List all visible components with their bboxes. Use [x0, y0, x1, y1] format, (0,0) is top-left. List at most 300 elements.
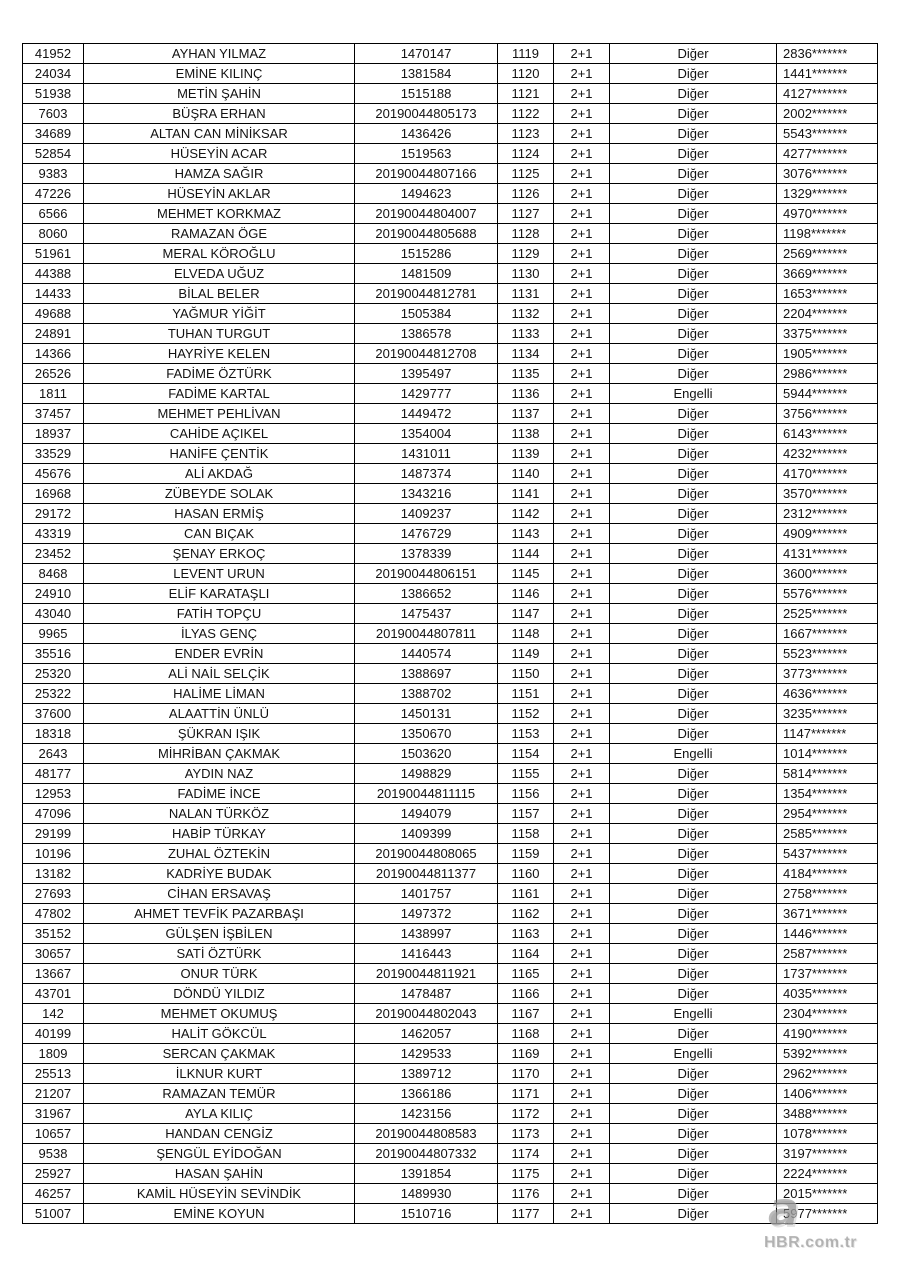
cell-masked-id-no: 5576*******: [777, 584, 878, 604]
cell-masked-id-no: 4232*******: [777, 444, 878, 464]
cell-category: Diğer: [610, 304, 777, 324]
table-row: [23, 1004, 878, 1024]
cell-masked-id-no: 2304*******: [777, 1004, 878, 1024]
cell-room-type: 2+1: [554, 644, 610, 664]
cell-application-no: 21207: [23, 1084, 84, 1104]
cell-rank-no: 1165: [498, 964, 554, 984]
cell-category: Diğer: [610, 1024, 777, 1044]
cell-reference-no: 1487374: [355, 464, 498, 484]
table-row: [23, 564, 878, 584]
table-row: [23, 484, 878, 504]
cell-masked-id-no: 3235*******: [777, 704, 878, 724]
cell-rank-no: 1177: [498, 1204, 554, 1224]
table-row: [23, 144, 878, 164]
cell-room-type: 2+1: [554, 124, 610, 144]
cell-room-type: 2+1: [554, 564, 610, 584]
cell-category: Diğer: [610, 204, 777, 224]
cell-rank-no: 1134: [498, 344, 554, 364]
cell-room-type: 2+1: [554, 444, 610, 464]
cell-category: Diğer: [610, 784, 777, 804]
cell-room-type: 2+1: [554, 1004, 610, 1024]
table-row: [23, 584, 878, 604]
cell-reference-no: 1386578: [355, 324, 498, 344]
table-row: [23, 924, 878, 944]
cell-reference-no: 1388697: [355, 664, 498, 684]
table-row: [23, 1104, 878, 1124]
cell-rank-no: 1142: [498, 504, 554, 524]
cell-rank-no: 1131: [498, 284, 554, 304]
cell-rank-no: 1154: [498, 744, 554, 764]
cell-full-name: ONUR TÜRK: [84, 964, 355, 984]
cell-category: Diğer: [610, 944, 777, 964]
table-row: [23, 1144, 878, 1164]
cell-category: Diğer: [610, 704, 777, 724]
table-row: [23, 64, 878, 84]
cell-full-name: KAMİL HÜSEYİN SEVİNDİK: [84, 1184, 355, 1204]
table-row: [23, 1084, 878, 1104]
cell-room-type: 2+1: [554, 624, 610, 644]
cell-application-no: 29172: [23, 504, 84, 524]
cell-full-name: ALİ NAİL SELÇİK: [84, 664, 355, 684]
cell-full-name: EMİNE KOYUN: [84, 1204, 355, 1224]
cell-room-type: 2+1: [554, 1064, 610, 1084]
cell-room-type: 2+1: [554, 844, 610, 864]
cell-category: Diğer: [610, 924, 777, 944]
cell-category: Diğer: [610, 184, 777, 204]
cell-category: Diğer: [610, 264, 777, 284]
cell-room-type: 2+1: [554, 484, 610, 504]
cell-rank-no: 1141: [498, 484, 554, 504]
table-row: [23, 724, 878, 744]
cell-reference-no: 1494623: [355, 184, 498, 204]
cell-category: Diğer: [610, 504, 777, 524]
cell-category: Diğer: [610, 544, 777, 564]
cell-application-no: 142: [23, 1004, 84, 1024]
cell-category: Diğer: [610, 444, 777, 464]
cell-masked-id-no: 1446*******: [777, 924, 878, 944]
cell-category: Diğer: [610, 844, 777, 864]
cell-rank-no: 1124: [498, 144, 554, 164]
table-row: [23, 1044, 878, 1064]
cell-masked-id-no: 2758*******: [777, 884, 878, 904]
cell-rank-no: 1153: [498, 724, 554, 744]
cell-full-name: HASAN ERMİŞ: [84, 504, 355, 524]
cell-full-name: ŞENAY ERKOÇ: [84, 544, 355, 564]
cell-application-no: 30657: [23, 944, 84, 964]
cell-category: Diğer: [610, 904, 777, 924]
table-row: [23, 344, 878, 364]
cell-reference-no: 20190044805688: [355, 224, 498, 244]
cell-masked-id-no: 1078*******: [777, 1124, 878, 1144]
cell-full-name: AYLA KILIÇ: [84, 1104, 355, 1124]
cell-category: Diğer: [610, 964, 777, 984]
cell-full-name: ELİF KARATAŞLI: [84, 584, 355, 604]
cell-rank-no: 1150: [498, 664, 554, 684]
cell-masked-id-no: 1441*******: [777, 64, 878, 84]
cell-category: Diğer: [610, 84, 777, 104]
cell-room-type: 2+1: [554, 724, 610, 744]
cell-full-name: NALAN TÜRKÖZ: [84, 804, 355, 824]
cell-reference-no: 20190044807166: [355, 164, 498, 184]
cell-room-type: 2+1: [554, 824, 610, 844]
table-row: [23, 684, 878, 704]
cell-room-type: 2+1: [554, 264, 610, 284]
cell-category: Engelli: [610, 744, 777, 764]
cell-masked-id-no: 3773*******: [777, 664, 878, 684]
cell-reference-no: 20190044808065: [355, 844, 498, 864]
cell-application-no: 12953: [23, 784, 84, 804]
cell-rank-no: 1149: [498, 644, 554, 664]
cell-rank-no: 1156: [498, 784, 554, 804]
cell-rank-no: 1175: [498, 1164, 554, 1184]
table-row: [23, 464, 878, 484]
cell-rank-no: 1168: [498, 1024, 554, 1044]
cell-rank-no: 1159: [498, 844, 554, 864]
cell-masked-id-no: 5392*******: [777, 1044, 878, 1064]
cell-masked-id-no: 2002*******: [777, 104, 878, 124]
cell-application-no: 47226: [23, 184, 84, 204]
cell-category: Diğer: [610, 364, 777, 384]
cell-full-name: LEVENT URUN: [84, 564, 355, 584]
cell-full-name: MEHMET PEHLİVAN: [84, 404, 355, 424]
cell-reference-no: 20190044808583: [355, 1124, 498, 1144]
cell-application-no: 7603: [23, 104, 84, 124]
cell-full-name: HÜSEYİN ACAR: [84, 144, 355, 164]
table-row: [23, 704, 878, 724]
cell-category: Diğer: [610, 804, 777, 824]
cell-application-no: 25320: [23, 664, 84, 684]
cell-reference-no: 1449472: [355, 404, 498, 424]
cell-full-name: YAĞMUR YİĞİT: [84, 304, 355, 324]
cell-full-name: HALİME LİMAN: [84, 684, 355, 704]
cell-application-no: 31967: [23, 1104, 84, 1124]
cell-rank-no: 1135: [498, 364, 554, 384]
cell-full-name: BÜŞRA ERHAN: [84, 104, 355, 124]
cell-rank-no: 1173: [498, 1124, 554, 1144]
cell-full-name: CAHİDE AÇIKEL: [84, 424, 355, 444]
cell-category: Diğer: [610, 424, 777, 444]
cell-reference-no: 1431011: [355, 444, 498, 464]
cell-full-name: MEHMET OKUMUŞ: [84, 1004, 355, 1024]
cell-reference-no: 20190044802043: [355, 1004, 498, 1024]
cell-room-type: 2+1: [554, 424, 610, 444]
cell-room-type: 2+1: [554, 1124, 610, 1144]
cell-full-name: FATİH TOPÇU: [84, 604, 355, 624]
cell-masked-id-no: 2962*******: [777, 1064, 878, 1084]
cell-rank-no: 1163: [498, 924, 554, 944]
cell-masked-id-no: 2954*******: [777, 804, 878, 824]
cell-category: Diğer: [610, 1164, 777, 1184]
cell-full-name: HASAN ŞAHİN: [84, 1164, 355, 1184]
cell-application-no: 25927: [23, 1164, 84, 1184]
table-row: [23, 364, 878, 384]
table-row: [23, 744, 878, 764]
cell-rank-no: 1174: [498, 1144, 554, 1164]
cell-rank-no: 1146: [498, 584, 554, 604]
table-row: [23, 324, 878, 344]
cell-room-type: 2+1: [554, 384, 610, 404]
cell-masked-id-no: 3488*******: [777, 1104, 878, 1124]
cell-masked-id-no: 4127*******: [777, 84, 878, 104]
cell-masked-id-no: 1329*******: [777, 184, 878, 204]
table-row: [23, 544, 878, 564]
cell-masked-id-no: 3671*******: [777, 904, 878, 924]
cell-rank-no: 1148: [498, 624, 554, 644]
cell-room-type: 2+1: [554, 584, 610, 604]
table-row: [23, 164, 878, 184]
cell-application-no: 14366: [23, 344, 84, 364]
cell-reference-no: 20190044805173: [355, 104, 498, 124]
cell-full-name: ALAATTİN ÜNLÜ: [84, 704, 355, 724]
cell-reference-no: 1475437: [355, 604, 498, 624]
cell-application-no: 24910: [23, 584, 84, 604]
cell-rank-no: 1126: [498, 184, 554, 204]
cell-reference-no: 1381584: [355, 64, 498, 84]
cell-reference-no: 20190044807332: [355, 1144, 498, 1164]
cell-masked-id-no: 1147*******: [777, 724, 878, 744]
table-row: [23, 1064, 878, 1084]
cell-reference-no: 1494079: [355, 804, 498, 824]
cell-masked-id-no: 2587*******: [777, 944, 878, 964]
cell-room-type: 2+1: [554, 604, 610, 624]
watermark-text: HBR.com.tr: [764, 1234, 858, 1251]
cell-rank-no: 1162: [498, 904, 554, 924]
cell-masked-id-no: 3756*******: [777, 404, 878, 424]
cell-reference-no: 1515188: [355, 84, 498, 104]
table-row: [23, 524, 878, 544]
cell-reference-no: 1378339: [355, 544, 498, 564]
cell-reference-no: 1489930: [355, 1184, 498, 1204]
cell-application-no: 35516: [23, 644, 84, 664]
cell-reference-no: 1519563: [355, 144, 498, 164]
cell-room-type: 2+1: [554, 764, 610, 784]
cell-application-no: 37600: [23, 704, 84, 724]
cell-full-name: RAMAZAN ÖGE: [84, 224, 355, 244]
cell-reference-no: 1438997: [355, 924, 498, 944]
cell-full-name: FADİME İNCE: [84, 784, 355, 804]
cell-room-type: 2+1: [554, 364, 610, 384]
cell-reference-no: 20190044811115: [355, 784, 498, 804]
cell-reference-no: 1391854: [355, 1164, 498, 1184]
cell-masked-id-no: 4277*******: [777, 144, 878, 164]
cell-masked-id-no: 5814*******: [777, 764, 878, 784]
cell-full-name: TUHAN TURGUT: [84, 324, 355, 344]
table-row: [23, 44, 878, 64]
cell-masked-id-no: 4909*******: [777, 524, 878, 544]
table-row: [23, 104, 878, 124]
cell-application-no: 10196: [23, 844, 84, 864]
cell-rank-no: 1122: [498, 104, 554, 124]
cell-room-type: 2+1: [554, 224, 610, 244]
cell-reference-no: 1395497: [355, 364, 498, 384]
table-row: [23, 384, 878, 404]
cell-application-no: 51007: [23, 1204, 84, 1224]
cell-category: Diğer: [610, 484, 777, 504]
cell-application-no: 37457: [23, 404, 84, 424]
cell-full-name: HAMZA SAĞIR: [84, 164, 355, 184]
cell-category: Diğer: [610, 224, 777, 244]
cell-category: Diğer: [610, 64, 777, 84]
cell-rank-no: 1147: [498, 604, 554, 624]
cell-category: Diğer: [610, 1144, 777, 1164]
cell-application-no: 47802: [23, 904, 84, 924]
table-row: [23, 784, 878, 804]
cell-category: Diğer: [610, 764, 777, 784]
cell-full-name: ZUHAL ÖZTEKİN: [84, 844, 355, 864]
cell-application-no: 41952: [23, 44, 84, 64]
cell-category: Diğer: [610, 464, 777, 484]
cell-reference-no: 1366186: [355, 1084, 498, 1104]
cell-reference-no: 20190044811921: [355, 964, 498, 984]
cell-room-type: 2+1: [554, 524, 610, 544]
cell-full-name: EMİNE KILINÇ: [84, 64, 355, 84]
cell-reference-no: 1401757: [355, 884, 498, 904]
cell-masked-id-no: 2525*******: [777, 604, 878, 624]
cell-application-no: 6566: [23, 204, 84, 224]
cell-full-name: HAYRİYE KELEN: [84, 344, 355, 364]
cell-room-type: 2+1: [554, 744, 610, 764]
cell-rank-no: 1158: [498, 824, 554, 844]
cell-full-name: SATİ ÖZTÜRK: [84, 944, 355, 964]
cell-rank-no: 1132: [498, 304, 554, 324]
cell-masked-id-no: 1667*******: [777, 624, 878, 644]
cell-rank-no: 1128: [498, 224, 554, 244]
cell-category: Diğer: [610, 584, 777, 604]
cell-room-type: 2+1: [554, 164, 610, 184]
cell-application-no: 46257: [23, 1184, 84, 1204]
cell-category: Diğer: [610, 1084, 777, 1104]
cell-masked-id-no: 5977*******: [777, 1204, 878, 1224]
cell-masked-id-no: 4131*******: [777, 544, 878, 564]
cell-room-type: 2+1: [554, 1184, 610, 1204]
cell-masked-id-no: 5437*******: [777, 844, 878, 864]
cell-masked-id-no: 3669*******: [777, 264, 878, 284]
draw-results-table: [22, 43, 878, 1224]
table-row: [23, 804, 878, 824]
cell-category: Diğer: [610, 604, 777, 624]
cell-room-type: 2+1: [554, 684, 610, 704]
cell-application-no: 25513: [23, 1064, 84, 1084]
table-row: [23, 824, 878, 844]
cell-room-type: 2+1: [554, 884, 610, 904]
cell-room-type: 2+1: [554, 1044, 610, 1064]
cell-category: Diğer: [610, 724, 777, 744]
cell-reference-no: 20190044806151: [355, 564, 498, 584]
cell-masked-id-no: 6143*******: [777, 424, 878, 444]
cell-masked-id-no: 2569*******: [777, 244, 878, 264]
cell-category: Diğer: [610, 104, 777, 124]
cell-category: Engelli: [610, 1004, 777, 1024]
cell-application-no: 26526: [23, 364, 84, 384]
cell-room-type: 2+1: [554, 1104, 610, 1124]
cell-category: Engelli: [610, 1044, 777, 1064]
cell-full-name: HANDAN CENGİZ: [84, 1124, 355, 1144]
cell-full-name: ALİ AKDAĞ: [84, 464, 355, 484]
cell-rank-no: 1155: [498, 764, 554, 784]
cell-application-no: 9965: [23, 624, 84, 644]
cell-full-name: FADİME KARTAL: [84, 384, 355, 404]
table-row: [23, 664, 878, 684]
cell-rank-no: 1145: [498, 564, 554, 584]
cell-reference-no: 1436426: [355, 124, 498, 144]
cell-category: Diğer: [610, 44, 777, 64]
cell-room-type: 2+1: [554, 504, 610, 524]
table-row: [23, 644, 878, 664]
cell-application-no: 51938: [23, 84, 84, 104]
cell-category: Diğer: [610, 664, 777, 684]
cell-room-type: 2+1: [554, 184, 610, 204]
cell-application-no: 25322: [23, 684, 84, 704]
cell-full-name: ELVEDA UĞUZ: [84, 264, 355, 284]
table-row: [23, 1124, 878, 1144]
cell-reference-no: 1409399: [355, 824, 498, 844]
cell-category: Diğer: [610, 124, 777, 144]
cell-application-no: 40199: [23, 1024, 84, 1044]
cell-full-name: AHMET TEVFİK PAZARBAŞI: [84, 904, 355, 924]
cell-rank-no: 1133: [498, 324, 554, 344]
cell-masked-id-no: 2836*******: [777, 44, 878, 64]
cell-reference-no: 1386652: [355, 584, 498, 604]
cell-application-no: 13667: [23, 964, 84, 984]
cell-room-type: 2+1: [554, 404, 610, 424]
cell-application-no: 8060: [23, 224, 84, 244]
cell-masked-id-no: 4190*******: [777, 1024, 878, 1044]
cell-room-type: 2+1: [554, 104, 610, 124]
cell-application-no: 14433: [23, 284, 84, 304]
cell-rank-no: 1139: [498, 444, 554, 464]
cell-reference-no: 1416443: [355, 944, 498, 964]
cell-rank-no: 1166: [498, 984, 554, 1004]
cell-application-no: 35152: [23, 924, 84, 944]
cell-room-type: 2+1: [554, 944, 610, 964]
table-row: [23, 844, 878, 864]
cell-reference-no: 20190044812781: [355, 284, 498, 304]
cell-rank-no: 1130: [498, 264, 554, 284]
cell-masked-id-no: 4184*******: [777, 864, 878, 884]
cell-room-type: 2+1: [554, 544, 610, 564]
cell-application-no: 24034: [23, 64, 84, 84]
cell-rank-no: 1119: [498, 44, 554, 64]
cell-rank-no: 1137: [498, 404, 554, 424]
cell-rank-no: 1167: [498, 1004, 554, 1024]
cell-reference-no: 1476729: [355, 524, 498, 544]
cell-category: Diğer: [610, 1204, 777, 1224]
cell-application-no: 43040: [23, 604, 84, 624]
cell-rank-no: 1157: [498, 804, 554, 824]
cell-application-no: 16968: [23, 484, 84, 504]
table-row: [23, 604, 878, 624]
cell-full-name: ENDER EVRİN: [84, 644, 355, 664]
cell-application-no: 13182: [23, 864, 84, 884]
cell-full-name: ZÜBEYDE SOLAK: [84, 484, 355, 504]
cell-application-no: 45676: [23, 464, 84, 484]
cell-room-type: 2+1: [554, 924, 610, 944]
cell-rank-no: 1140: [498, 464, 554, 484]
cell-reference-no: 1429533: [355, 1044, 498, 1064]
cell-rank-no: 1123: [498, 124, 554, 144]
table-row: [23, 904, 878, 924]
cell-full-name: İLYAS GENÇ: [84, 624, 355, 644]
cell-full-name: FADİME ÖZTÜRK: [84, 364, 355, 384]
table-row: [23, 124, 878, 144]
cell-reference-no: 1515286: [355, 244, 498, 264]
table-row: [23, 264, 878, 284]
cell-application-no: 51961: [23, 244, 84, 264]
table-row: [23, 444, 878, 464]
cell-application-no: 44388: [23, 264, 84, 284]
cell-full-name: SERCAN ÇAKMAK: [84, 1044, 355, 1064]
cell-room-type: 2+1: [554, 784, 610, 804]
